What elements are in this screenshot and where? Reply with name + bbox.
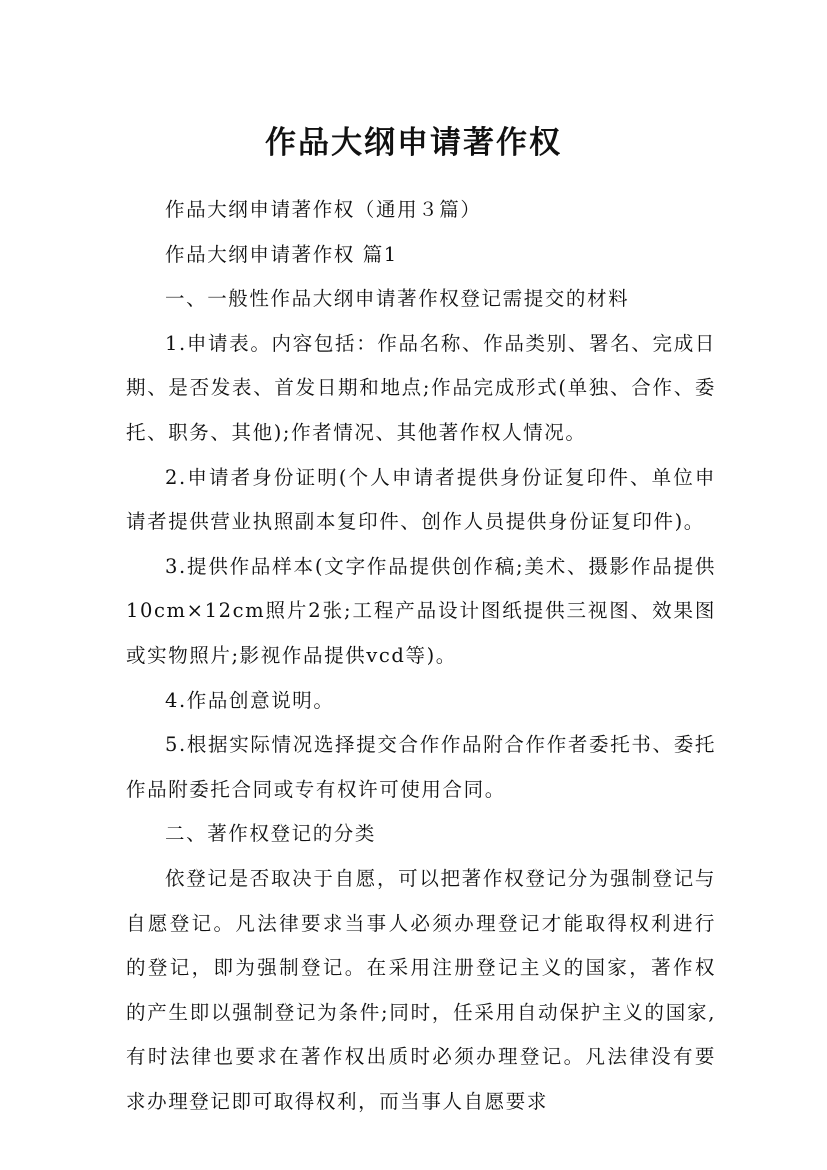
document-title: 作品大纲申请著作权 xyxy=(265,124,562,161)
section-heading: 一、一般性作品大纲申请著作权登记需提交的材料 xyxy=(165,287,630,311)
body-paragraph: 4.作品创意说明。 xyxy=(165,688,335,712)
body-paragraph: 3.提供作品样本(文字作品提供创作稿;美术、摄影作品提供10cm×12cm照片2张;工程产品设计图纸提供三视图、效果图或实物照片;影视作品提供vcd等)。 xyxy=(126,554,716,667)
section-heading: 作品大纲申请著作权 篇1 xyxy=(165,242,398,266)
body-paragraph: 2.申请者身份证明(个人申请者提供身份证复印件、单位申请者提供营业执照副本复印件、创作人员提供身份证复印件)。 xyxy=(126,465,716,534)
section-heading: 二、著作权登记的分类 xyxy=(165,822,377,846)
document-body xyxy=(126,188,716,1124)
body-paragraph: 依登记是否取决于自愿，可以把著作权登记分为强制登记与自愿登记。凡法律要求当事人必须办理登记才能取得权利进行的登记，即为强制登记。在采用注册登记主义的国家，著作权的产生即以强制登记为条件;同时，任采用自动保护主义的国家,有时法律也要求在著作权出质时必须办理登记。凡法律没有要求办理登记即可取得权利，而当事人自愿要求 xyxy=(126,866,716,1113)
body-paragraph: 5.根据实际情况选择提交合作作品附合作作者委托书、委托作品附委托合同或专有权许可使用合同。 xyxy=(126,733,716,801)
subtitle-paragraph: 作品大纲申请著作权（通用３篇） xyxy=(165,198,482,221)
body-paragraph: 1.申请表。内容包括：作品名称、作品类别、署名、完成日期、是否发表、首发日期和地点;作品完成形式(单独、合作、委托、职务、其他);作者情况、其他著作权人情况。 xyxy=(126,331,716,444)
